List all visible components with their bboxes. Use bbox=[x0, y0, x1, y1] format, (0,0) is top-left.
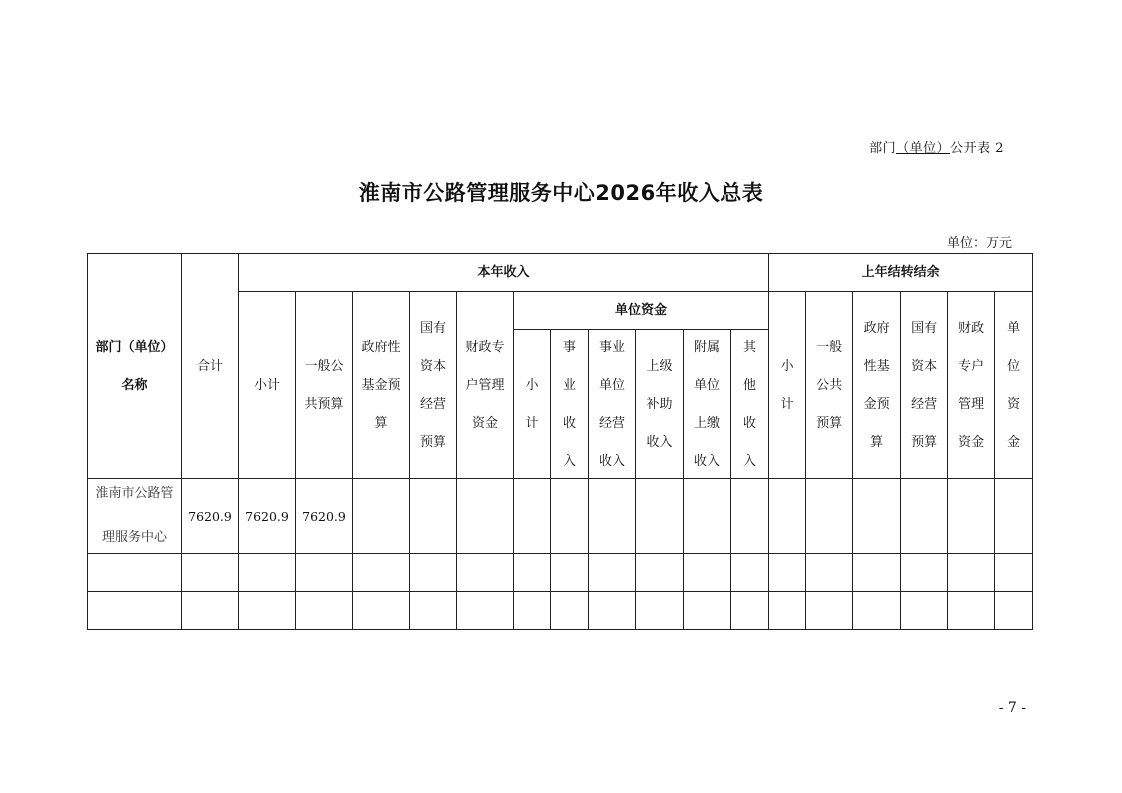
table-cell bbox=[901, 479, 948, 554]
header-uf-other: 其 他 收 入 bbox=[731, 330, 769, 479]
table-cell bbox=[901, 592, 948, 630]
table-cell bbox=[457, 479, 514, 554]
table-cell bbox=[239, 554, 296, 592]
table-cell bbox=[995, 554, 1033, 592]
table-cell bbox=[410, 592, 457, 630]
page-number: - 7 - bbox=[998, 700, 1026, 716]
table-cell bbox=[182, 592, 239, 630]
table-cell bbox=[995, 592, 1033, 630]
header-cf-general: 一般 公共 预算 bbox=[806, 292, 853, 479]
table-cell bbox=[88, 554, 182, 592]
table-cell bbox=[684, 592, 731, 630]
header-uf-subsidy: 上级 补助 收入 bbox=[636, 330, 684, 479]
table-cell bbox=[182, 554, 239, 592]
table-cell bbox=[239, 592, 296, 630]
page-title: 淮南市公路管理服务中心2026年收入总表 bbox=[358, 181, 764, 205]
table-cell bbox=[551, 554, 589, 592]
header-total: 合计 bbox=[182, 254, 239, 479]
table-row bbox=[88, 592, 1033, 630]
header-state-capital: 国有 资本 经营 预算 bbox=[410, 292, 457, 479]
header-gov-fund: 政府性 基金预 算 bbox=[353, 292, 410, 479]
header-uf-operating: 事业 单位 经营 收入 bbox=[589, 330, 636, 479]
table-cell bbox=[806, 554, 853, 592]
table-cell bbox=[948, 479, 995, 554]
table-cell bbox=[353, 479, 410, 554]
header-cf-state-capital: 国有 资本 经营 预算 bbox=[901, 292, 948, 479]
header-uf-business: 事 业 收 入 bbox=[551, 330, 589, 479]
table-cell bbox=[636, 592, 684, 630]
table-cell bbox=[296, 554, 353, 592]
table-cell bbox=[731, 592, 769, 630]
unit-label: 单位：万元 bbox=[946, 236, 1012, 251]
header-general-budget: 一般公 共预算 bbox=[296, 292, 353, 479]
header-this-year-income: 本年收入 bbox=[239, 254, 769, 292]
table-cell bbox=[589, 554, 636, 592]
table-cell bbox=[806, 592, 853, 630]
table-cell bbox=[769, 554, 806, 592]
table-cell bbox=[684, 479, 731, 554]
header-uf-subtotal: 小 计 bbox=[514, 330, 551, 479]
table-row bbox=[88, 554, 1033, 592]
row-dept-name: 淮南市公路管 理服务中心 bbox=[88, 479, 182, 554]
table-cell bbox=[296, 592, 353, 630]
form-label-suffix: 公开表 2 bbox=[950, 141, 1004, 156]
header-dept-name: 部门（单位） 名称 bbox=[88, 254, 182, 479]
row-general-budget: 7620.9 bbox=[296, 479, 353, 554]
table-cell bbox=[948, 592, 995, 630]
table-cell bbox=[948, 554, 995, 592]
row-subtotal: 7620.9 bbox=[239, 479, 296, 554]
table-cell bbox=[410, 479, 457, 554]
table-cell bbox=[514, 554, 551, 592]
header-fiscal-special: 财政专 户管理 资金 bbox=[457, 292, 514, 479]
table-cell bbox=[410, 554, 457, 592]
table-cell bbox=[353, 592, 410, 630]
table-cell bbox=[995, 479, 1033, 554]
table-cell bbox=[353, 554, 410, 592]
form-number-label bbox=[869, 137, 1004, 156]
header-unit-funds: 单位资金 bbox=[514, 292, 769, 330]
header-cf-unit-funds: 单 位 资 金 bbox=[995, 292, 1033, 479]
header-carryover: 上年结转结余 bbox=[769, 254, 1033, 292]
table-cell bbox=[589, 479, 636, 554]
table-cell bbox=[457, 592, 514, 630]
form-label-underlined: （单位） bbox=[896, 141, 951, 156]
header-cf-fiscal-special: 财政 专户 管理 资金 bbox=[948, 292, 995, 479]
header-cf-subtotal: 小 计 bbox=[769, 292, 806, 479]
table-cell bbox=[901, 554, 948, 592]
table-cell bbox=[551, 479, 589, 554]
form-label-prefix: 部门 bbox=[869, 141, 897, 156]
table-cell bbox=[457, 554, 514, 592]
table-cell bbox=[853, 592, 901, 630]
table-cell bbox=[731, 554, 769, 592]
table-cell bbox=[589, 592, 636, 630]
table-cell bbox=[731, 479, 769, 554]
row-total: 7620.9 bbox=[182, 479, 239, 554]
table-cell bbox=[769, 592, 806, 630]
header-cf-gov-fund: 政府 性基 金预 算 bbox=[853, 292, 901, 479]
table-cell bbox=[684, 554, 731, 592]
table-cell bbox=[636, 479, 684, 554]
table-cell bbox=[636, 554, 684, 592]
table-cell bbox=[769, 479, 806, 554]
header-uf-affiliated: 附属 单位 上缴 收入 bbox=[684, 330, 731, 479]
table-cell bbox=[88, 592, 182, 630]
table-cell bbox=[514, 592, 551, 630]
table-row bbox=[88, 479, 1033, 554]
table-cell bbox=[806, 479, 853, 554]
income-summary-table bbox=[87, 253, 1033, 630]
table-cell bbox=[514, 479, 551, 554]
table-cell bbox=[853, 554, 901, 592]
table-cell bbox=[853, 479, 901, 554]
table-cell bbox=[551, 592, 589, 630]
header-subtotal: 小计 bbox=[239, 292, 296, 479]
